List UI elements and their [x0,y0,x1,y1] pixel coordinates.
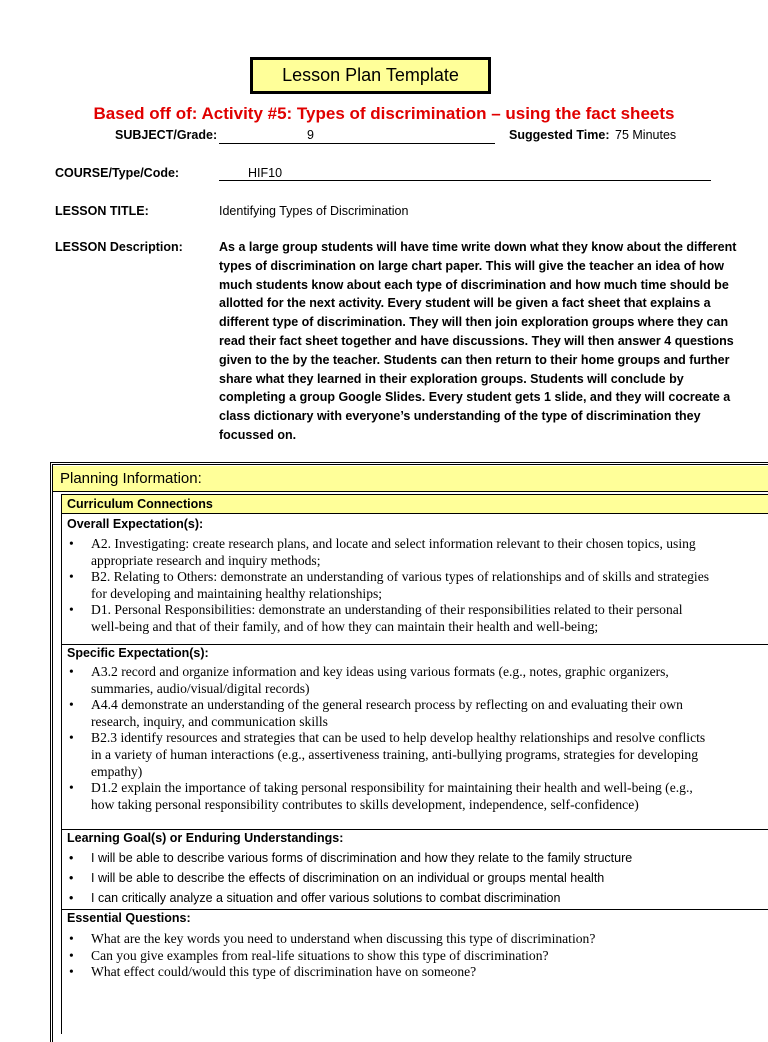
section-divider [61,644,768,645]
overall-expectations-title: Overall Expectation(s): [67,517,204,531]
list-item-text: summaries, audio/visual/digital records) [91,680,310,696]
learning-goals-title: Learning Goal(s) or Enduring Understandings: [67,831,344,845]
list-item-text: how taking personal responsibility contributes to skills development, independence, self-confidence) [91,796,639,812]
lesson-title-label: LESSON TITLE: [55,204,149,218]
bullet-icon: • [69,780,74,796]
list-item-text: in a variety of human interactions (e.g., assertiveness training, anti-bullying programs, strategies for developing [91,746,699,762]
description-label: LESSON Description: [55,240,183,254]
list-item [67,948,768,965]
list-item-text: A4.4 demonstrate an understanding of the general research process by reflecting on and evaluating their own [91,697,683,713]
list-item [67,536,768,569]
section-divider [61,909,768,910]
list-item-text: A2. Investigating: create research plans, and locate and select information relevant to their chosen topics, using [91,536,696,551]
bullet-icon: • [69,697,74,713]
list-item-text: I can critically analyze a situation and offer various solutions to combat discrimination [91,891,561,905]
list-item [67,569,768,602]
time-label: Suggested Time: [509,128,610,142]
list-item [67,931,768,948]
list-item [67,868,768,888]
list-item-text: A3.2 record and organize information and key ideas using various formats (e.g., notes, graphic organizers, [91,664,669,679]
list-item-text: What effect could/would this type of discrimination have on someone? [91,964,477,980]
list-item-text: I will be able to describe various forms of discrimination and how they relate to the family structure [91,851,633,865]
bullet-icon: • [69,730,74,746]
bullet-icon: • [69,964,74,980]
bullet-icon: • [69,871,74,885]
course-value: HIF10 [248,166,283,180]
bullet-icon: • [69,602,74,618]
bullet-icon: • [69,536,74,551]
bullet-icon: • [69,931,74,946]
bullet-icon: • [69,851,74,865]
lesson-description: As a large group students will have time write down what they know about the different types of discrimination on large chart paper. This will give the teacher an idea of how much students know about each type of discrimination and how much time should be allotted for the next activity. Every student will be given a fact sheet that explains a different type of discrimination. They will then join exploration groups where they can read their fact sheet together and have discussions. They will then answer 4 questions given to the by the teacher. Students can then return to their home groups and further share what they learned in their exploration groups. Students will conclude by completing a group Google Slides. Every student gets 1 slide, and they will cocreate a class dictionary with everyone’s understanding of the type of discrimination they focussed on. [219,240,737,442]
course-underline [219,180,711,181]
time-value: 75 Minutes [615,128,677,142]
template-title-box [250,57,491,94]
list-item [67,602,768,635]
specific-expectations-list [67,664,768,813]
list-item-text: I will be able to describe the effects of discrimination on an individual or groups mental health [91,871,605,885]
essential-questions-list [67,931,768,981]
planning-heading: Planning Information: [53,466,768,492]
learning-goals-list [67,848,768,908]
activity-subtitle: Based off of: Activity #5: Types of discrimination – using the fact sheets [93,104,675,123]
list-item-text: B2.3 identify resources and strategies that can be used to help develop healthy relationships and resolve conflicts [91,730,706,746]
list-item-text: D1. Personal Responsibilities: demonstrate an understanding of their responsibilities related to their personal [91,602,683,618]
list-item-text: research, inquiry, and communication skills [91,713,328,729]
list-item-text: D1.2 explain the importance of taking personal responsibility for maintaining their health and well-being (e.g., [91,780,693,796]
specific-expectations-title: Specific Expectation(s): [67,646,209,660]
course-label: COURSE/Type/Code: [55,166,180,180]
bullet-icon: • [69,891,74,905]
curriculum-connections-heading: Curriculum Connections [61,494,768,514]
list-item [67,848,768,868]
bullet-icon: • [69,947,74,963]
list-item [67,888,768,908]
list-item [67,964,768,981]
subject-label: SUBJECT/Grade: [115,128,218,142]
template-title: Lesson Plan Template [282,65,459,85]
list-item-text: for developing and maintaining healthy relationships; [91,585,383,601]
list-item-text: well-being and that of their family, and of how they can maintain their health and well-being; [91,618,599,634]
list-item [67,697,768,730]
essential-questions-title: Essential Questions: [67,911,191,925]
overall-expectations-list [67,536,768,636]
subject-underline [219,143,495,144]
bullet-icon: • [69,569,74,585]
list-item-text: appropriate research and inquiry methods; [91,552,321,568]
list-item-text: empathy) [91,763,143,779]
subject-value: 9 [307,128,314,142]
lesson-title-value: Identifying Types of Discrimination [219,204,409,218]
bullet-icon: • [69,664,74,679]
list-item-text: Can you give examples from real-life situations to show this type of discrimination? [91,947,549,963]
list-item-text: B2. Relating to Others: demonstrate an understanding of various types of relationships and of skills and strategies [91,569,710,585]
list-item [67,730,768,780]
list-item-text: What are the key words you need to understand when discussing this type of discrimination? [91,931,596,946]
section-divider [61,829,768,830]
list-item [67,780,768,813]
list-item [67,664,768,697]
